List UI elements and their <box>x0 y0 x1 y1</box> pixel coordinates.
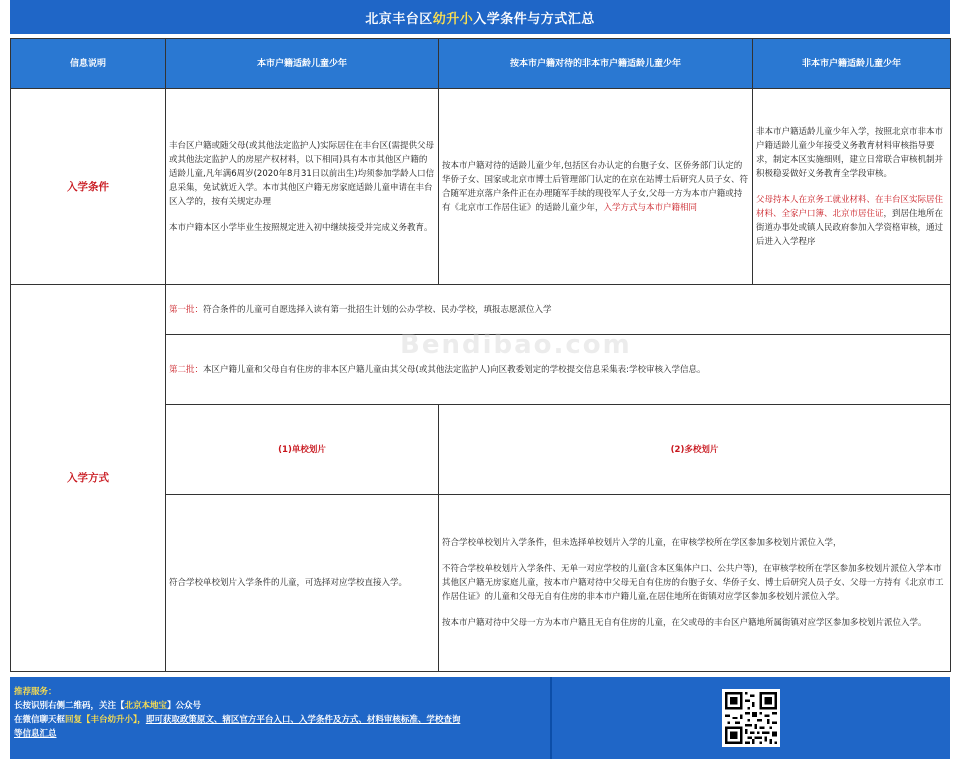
multi-zone-cell <box>439 495 951 672</box>
batch1-text: 符合条件的儿童可自愿选择入读有第一批招生计划的公办学校、民办学校，填报志愿派位入学 <box>203 304 552 315</box>
batch1-cell <box>166 285 951 335</box>
conditions-nonlocal-materials: 父母持本人在京务工就业材料、在丰台区实际居住材料、全家户口簿、北京市居住证 <box>756 194 944 219</box>
footer-service-text <box>10 677 550 759</box>
conditions-nonlocal-cell <box>753 89 951 285</box>
footer-line-summary: 等信息汇总 <box>14 729 57 739</box>
footer-keyword: 丰台幼升小 <box>90 715 134 725</box>
header-info: 信息说明 <box>11 39 166 89</box>
title-part2: 入学条件与方式汇总 <box>473 11 595 27</box>
qr-code-icon[interactable] <box>722 689 780 747</box>
conditions-label: 入学条件 <box>11 89 166 285</box>
conditions-local-p2: 本市户籍本区小学毕业生按照规定进入初中继续接受并完成义务教育。 <box>169 222 433 233</box>
header-local: 本市户籍适龄儿童少年 <box>166 39 439 89</box>
summary-table <box>10 38 951 672</box>
single-zone-title: (1)单校划片 <box>166 405 439 495</box>
footer-reply-a: 在微信聊天框 <box>14 715 66 725</box>
page-title <box>10 0 950 34</box>
batch1-label: 第一批： <box>169 304 204 315</box>
batch1-row <box>11 285 951 335</box>
footer-heading: 推荐服务： <box>14 687 57 697</box>
conditions-equivalent-text: 按本市户籍对待的适龄儿童少年,包括区台办认定的台胞子女、区侨务部门认定的华侨子女、国家或北京市博士后管理部门认定的在京在站博士后研究人员子女、符合随军进京落户条件正在办理随军手续的现役军人子女,父母一方为本市户籍或持有《北京市工作居住证》的适龄儿童少年， <box>442 160 749 213</box>
conditions-equivalent-note: 入学方式与本市户籍相同 <box>603 202 698 213</box>
footer <box>10 677 950 759</box>
footer-reply-d: 】， <box>133 715 146 725</box>
batch2-text: 本区户籍儿童和父母自有住房的非本区户籍儿童由其父母(或其他法定监护人)向区教委划定的学校提交信息采集表:学校审核入学信息。 <box>203 364 706 375</box>
footer-follow-a: 长按识别右侧二维码，关注【 <box>14 701 125 711</box>
watermark: Bendibao.com <box>400 330 632 360</box>
title-highlight: 幼升小 <box>432 11 474 27</box>
footer-line-reply <box>14 713 546 727</box>
header-equivalent: 按本市户籍对待的非本市户籍适龄儿童少年 <box>439 39 753 89</box>
methods-label: 入学方式 <box>11 285 166 672</box>
multi-zone-p1: 符合学校单校划片入学条件，但未选择单校划片入学的儿童，在审核学校所在学区参加多校划片派位入学， <box>442 538 842 548</box>
conditions-local-p1: 丰台区户籍或随父母(或其他法定监护人)实际居住在丰台区(需提供父母或其他法定监护人的房屋产权材料，以下相同)具有本市其他区户籍的适龄儿童,凡年满6周岁(2020年8月31日以前出生)均须参加学龄人口信息采集，免试就近入学。本市其他区户籍无房家庭适龄儿童申请在丰台区入学的，按有关规定办理 <box>169 140 435 207</box>
batch2-cell <box>166 335 951 405</box>
footer-account-name: 北京本地宝 <box>124 701 168 711</box>
footer-reply-b: 回复【 <box>65 715 91 725</box>
conditions-row <box>11 89 951 285</box>
title-part1: 北京丰台区 <box>365 11 433 27</box>
table-header-row <box>11 39 951 89</box>
footer-follow-c: 】公众号 <box>167 701 202 711</box>
single-zone-text: 符合学校单校划片入学条件的儿童，可选择对应学校直接入学。 <box>166 495 439 672</box>
multi-zone-title: (2)多校划片 <box>439 405 951 495</box>
multi-zone-p2: 不符合学校单校划片入学条件、无单一对应学校的儿童(含本区集体户口、公共户等)，在审核学校所在学区参加多校划片派位入学本市其他区户籍无房家庭儿童，按本市户籍对待中父母无自有住房的台胞子女、华侨子女、博士后研究人员子女、父母一方持有《北京市工作居住证》的儿童和父母无自有住房的非本市户籍儿童,在居住地所在街镇对应学区参加多校划片派位入学。 <box>442 564 944 602</box>
multi-zone-p3: 按本市户籍对待中父母一方为本市户籍且无自有住房的儿童，在父或母的丰台区户籍地所属街镇对应学区参加多校划片派位入学。 <box>442 618 927 628</box>
conditions-nonlocal-p1: 非本市户籍适龄儿童少年入学，按照北京市非本市户籍适龄儿童少年接受义务教育材料审核指导要求，制定本区实施细则，建立日常联合审核机制并积极稳妥做好义务教育全学段审核。 <box>756 126 944 179</box>
footer-line-follow <box>14 699 546 713</box>
conditions-nonlocal-p2: ，到居住地所在街道办事处或镇人民政府参加入学资格审核，通过后进入入学程序 <box>756 208 944 247</box>
header-nonlocal: 非本市户籍适龄儿童少年 <box>753 39 951 89</box>
footer-qr-area <box>550 677 950 759</box>
batch2-label: 第二批： <box>169 364 204 375</box>
footer-reply-e: 即可获取政策原文、辖区官方平台入口、入学条件及方式、材料审核标准、学校查询 <box>145 715 461 725</box>
conditions-equivalent-cell <box>439 89 753 285</box>
conditions-local-cell <box>166 89 439 285</box>
